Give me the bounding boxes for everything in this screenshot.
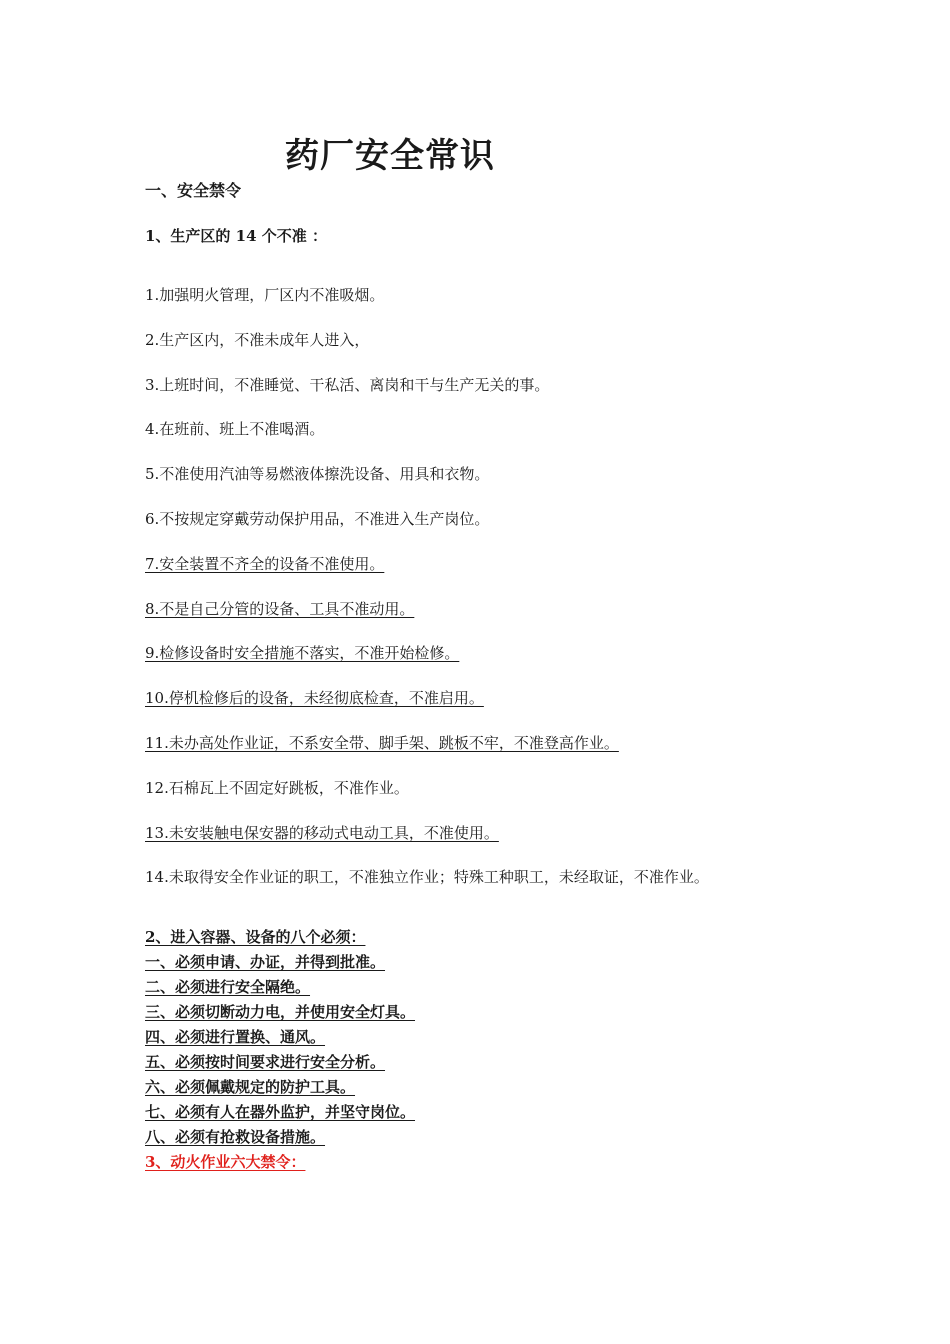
rule-text: 8.不是自己分管的设备、工具不准动用。	[145, 599, 415, 618]
document-title: 药厂安全常识	[285, 136, 495, 176]
must-text: 七、必须有人在器外监护，并坚守岗位。	[145, 1103, 416, 1121]
list-item	[145, 951, 425, 976]
rule-text: 3.上班时间，不准睡觉、干私活、离岗和干与生产无关的事。	[145, 375, 550, 394]
rule-text: 13.未安装触电保安器的移动式电动工具，不准使用。	[145, 823, 499, 842]
list-item	[145, 463, 709, 508]
must-text: 三、必须切断动力电，并使用安全灯具。	[145, 1003, 416, 1021]
rule-text: 12.石棉瓦上不固定好跳板，不准作业。	[145, 778, 409, 797]
list-item	[145, 1151, 425, 1176]
subheading-hot-work-prohibitions: 3、动火作业六大禁令：	[145, 1153, 306, 1171]
must-text: 二、必须进行安全隔绝。	[145, 978, 311, 996]
must-text: 五、必须按时间要求进行安全分析。	[145, 1053, 386, 1071]
list-item	[145, 329, 709, 374]
rule-text: 14.未取得安全作业证的职工，不准独立作业；特殊工种职工，未经取证，不准作业。	[145, 868, 709, 887]
rule-text: 11.未办高处作业证，不系安全带、脚手架、跳板不牢，不准登高作业。	[145, 733, 619, 752]
list-item	[145, 284, 709, 329]
list-item	[145, 1126, 425, 1151]
production-area-rules-list	[145, 284, 709, 911]
list-item	[145, 777, 709, 822]
list-item	[145, 598, 709, 643]
subheading-production-area-rules: 1、生产区的 14 个不准 ：	[145, 227, 327, 245]
list-item	[145, 1001, 425, 1026]
rule-text: 7.安全装置不齐全的设备不准使用。	[145, 554, 385, 573]
must-text: 八、必须有抢救设备措施。	[145, 1128, 326, 1146]
list-item	[145, 1101, 425, 1126]
must-text: 六、必须佩戴规定的防护工具。	[145, 1078, 356, 1096]
rule-text: 4.在班前、班上不准喝酒。	[145, 420, 325, 439]
must-text: 一、必须申请、办证，并得到批准。	[145, 953, 386, 971]
list-item	[145, 1076, 425, 1101]
list-item	[145, 418, 709, 463]
list-item	[145, 926, 425, 951]
rule-text: 10.停机检修后的设备，未经彻底检查，不准启用。	[145, 689, 484, 708]
section-heading-safety-prohibitions: 一、安全禁令	[145, 181, 242, 200]
list-item	[145, 1026, 425, 1051]
rule-text: 1.加强明火管理，厂区内不准吸烟。	[145, 286, 385, 304]
list-item	[145, 866, 709, 911]
rule-text: 2.生产区内，不准未成年人进入，	[145, 330, 370, 349]
rule-text: 6.不按规定穿戴劳动保护用品，不准进入生产岗位。	[145, 509, 490, 528]
subheading-vessel-entry-musts: 2、进入容器、设备的八个必须：	[145, 928, 366, 946]
list-item	[145, 1051, 425, 1076]
list-item	[145, 732, 709, 777]
list-item	[145, 374, 709, 419]
list-item	[145, 822, 709, 867]
rule-text: 5.不准使用汽油等易燃液体擦洗设备、用具和衣物。	[145, 465, 490, 484]
list-item	[145, 642, 709, 687]
rule-text: 9.检修设备时安全措施不落实，不准开始检修。	[145, 644, 460, 663]
vessel-entry-musts-list	[145, 926, 425, 1176]
list-item	[145, 687, 709, 732]
list-item	[145, 553, 709, 598]
list-item	[145, 976, 425, 1001]
list-item	[145, 508, 709, 553]
must-text: 四、必须进行置换、通风。	[145, 1028, 326, 1046]
